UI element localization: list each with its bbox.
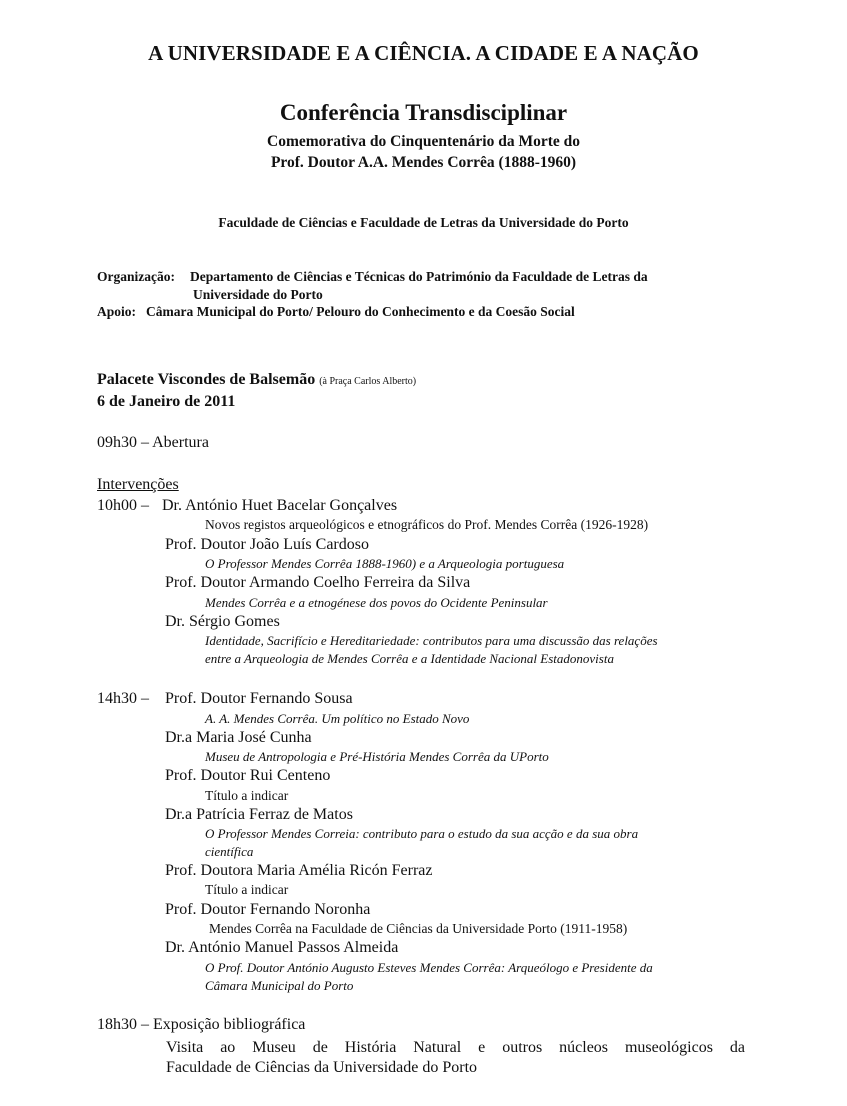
organization-text-line1: Departamento de Ciências e Técnicas do Património da Faculdade de Letras da [190, 269, 648, 284]
event-place-note: (à Praça Carlos Alberto) [319, 376, 417, 387]
talk-title: Título a indicar [205, 882, 289, 897]
talk-title: O Professor Mendes Corrêa 1888-1960) e a Arqueologia portuguesa [205, 556, 565, 571]
speaker: Prof. Doutor Fernando Sousa [165, 690, 353, 707]
interventions-heading: Intervenções [97, 476, 179, 493]
speaker: Dr. Sérgio Gomes [165, 613, 280, 630]
event-place [97, 371, 416, 389]
venue: Faculdade de Ciências e Faculdade de Letras da Universidade do Porto [218, 215, 629, 230]
talk-title: Título a indicar [205, 788, 289, 803]
talk-title-line1: Identidade, Sacrifício e Hereditariedade: contributos para uma discussão das relações [205, 633, 658, 648]
event-date: 6 de Janeiro de 2011 [97, 393, 236, 410]
opening-item: 09h30 – Abertura [97, 434, 209, 451]
speaker: Dr. António Huet Bacelar Gonçalves [162, 497, 398, 514]
support-text: Câmara Municipal do Porto/ Pelouro do Conhecimento e da Coesão Social [146, 304, 575, 319]
morning-time: 10h00 – [97, 497, 149, 514]
talk-title-line1: O Prof. Doutor António Augusto Esteves Mendes Corrêa: Arqueólogo e Presidente da [205, 960, 653, 975]
speaker: Prof. Doutora Maria Amélia Ricón Ferraz [165, 862, 433, 879]
exhibition-item: 18h30 – Exposição bibliográfica [97, 1016, 306, 1033]
speaker: Dr.a Patrícia Ferraz de Matos [165, 806, 353, 823]
talk-title: Mendes Corrêa na Faculdade de Ciências da Universidade Porto (1911-1958) [209, 921, 628, 936]
organization-text-line2: Universidade do Porto [193, 287, 323, 302]
speaker: Prof. Doutor Rui Centeno [165, 767, 331, 784]
speaker: Dr.a Maria José Cunha [165, 729, 312, 746]
conference-subtitle-line2: Prof. Doutor A.A. Mendes Corrêa (1888-1960) [270, 154, 577, 171]
afternoon-time: 14h30 – [97, 690, 149, 707]
event-place-name: Palacete Viscondes de Balsemão [97, 371, 316, 388]
support-label: Apoio: [97, 304, 137, 319]
speaker: Prof. Doutor Fernando Noronha [165, 901, 371, 918]
visit-text-line2: Faculdade de Ciências da Universidade do Porto [166, 1059, 478, 1076]
conference-title: Conferência Transdisciplinar [279, 100, 568, 125]
conference-subtitle-line1: Comemorativa do Cinquentenário da Morte do [267, 133, 580, 150]
talk-title: A. A. Mendes Corrêa. Um político no Estado Novo [205, 711, 470, 726]
talk-title-line1: O Professor Mendes Correia: contributo para o estudo da sua acção e da sua obra [205, 826, 639, 841]
talk-title: Novos registos arqueológicos e etnográficos do Prof. Mendes Corrêa (1926-1928) [205, 517, 649, 532]
talk-title: Mendes Corrêa e a etnogénese dos povos do Ocidente Peninsular [205, 595, 548, 610]
speaker: Prof. Doutor João Luís Cardoso [165, 536, 369, 553]
talk-title-line2: científica [205, 844, 254, 859]
talk-title-line2: Câmara Municipal do Porto [205, 978, 354, 993]
talk-title: Museu de Antropologia e Pré-História Mendes Corrêa da UPorto [205, 749, 549, 764]
speaker: Prof. Doutor Armando Coelho Ferreira da Silva [165, 574, 471, 591]
organization-label: Organização: [97, 269, 175, 284]
visit-text-line1: Visita ao Museu de História Natural e outros núcleos museológicos da [166, 1039, 745, 1056]
talk-title-line2: entre a Arqueologia de Mendes Corrêa e a Identidade Nacional Estadonovista [205, 651, 614, 666]
main-title: A UNIVERSIDADE E A CIÊNCIA. A CIDADE E A NAÇÃO [148, 41, 699, 65]
speaker: Dr. António Manuel Passos Almeida [165, 939, 399, 956]
